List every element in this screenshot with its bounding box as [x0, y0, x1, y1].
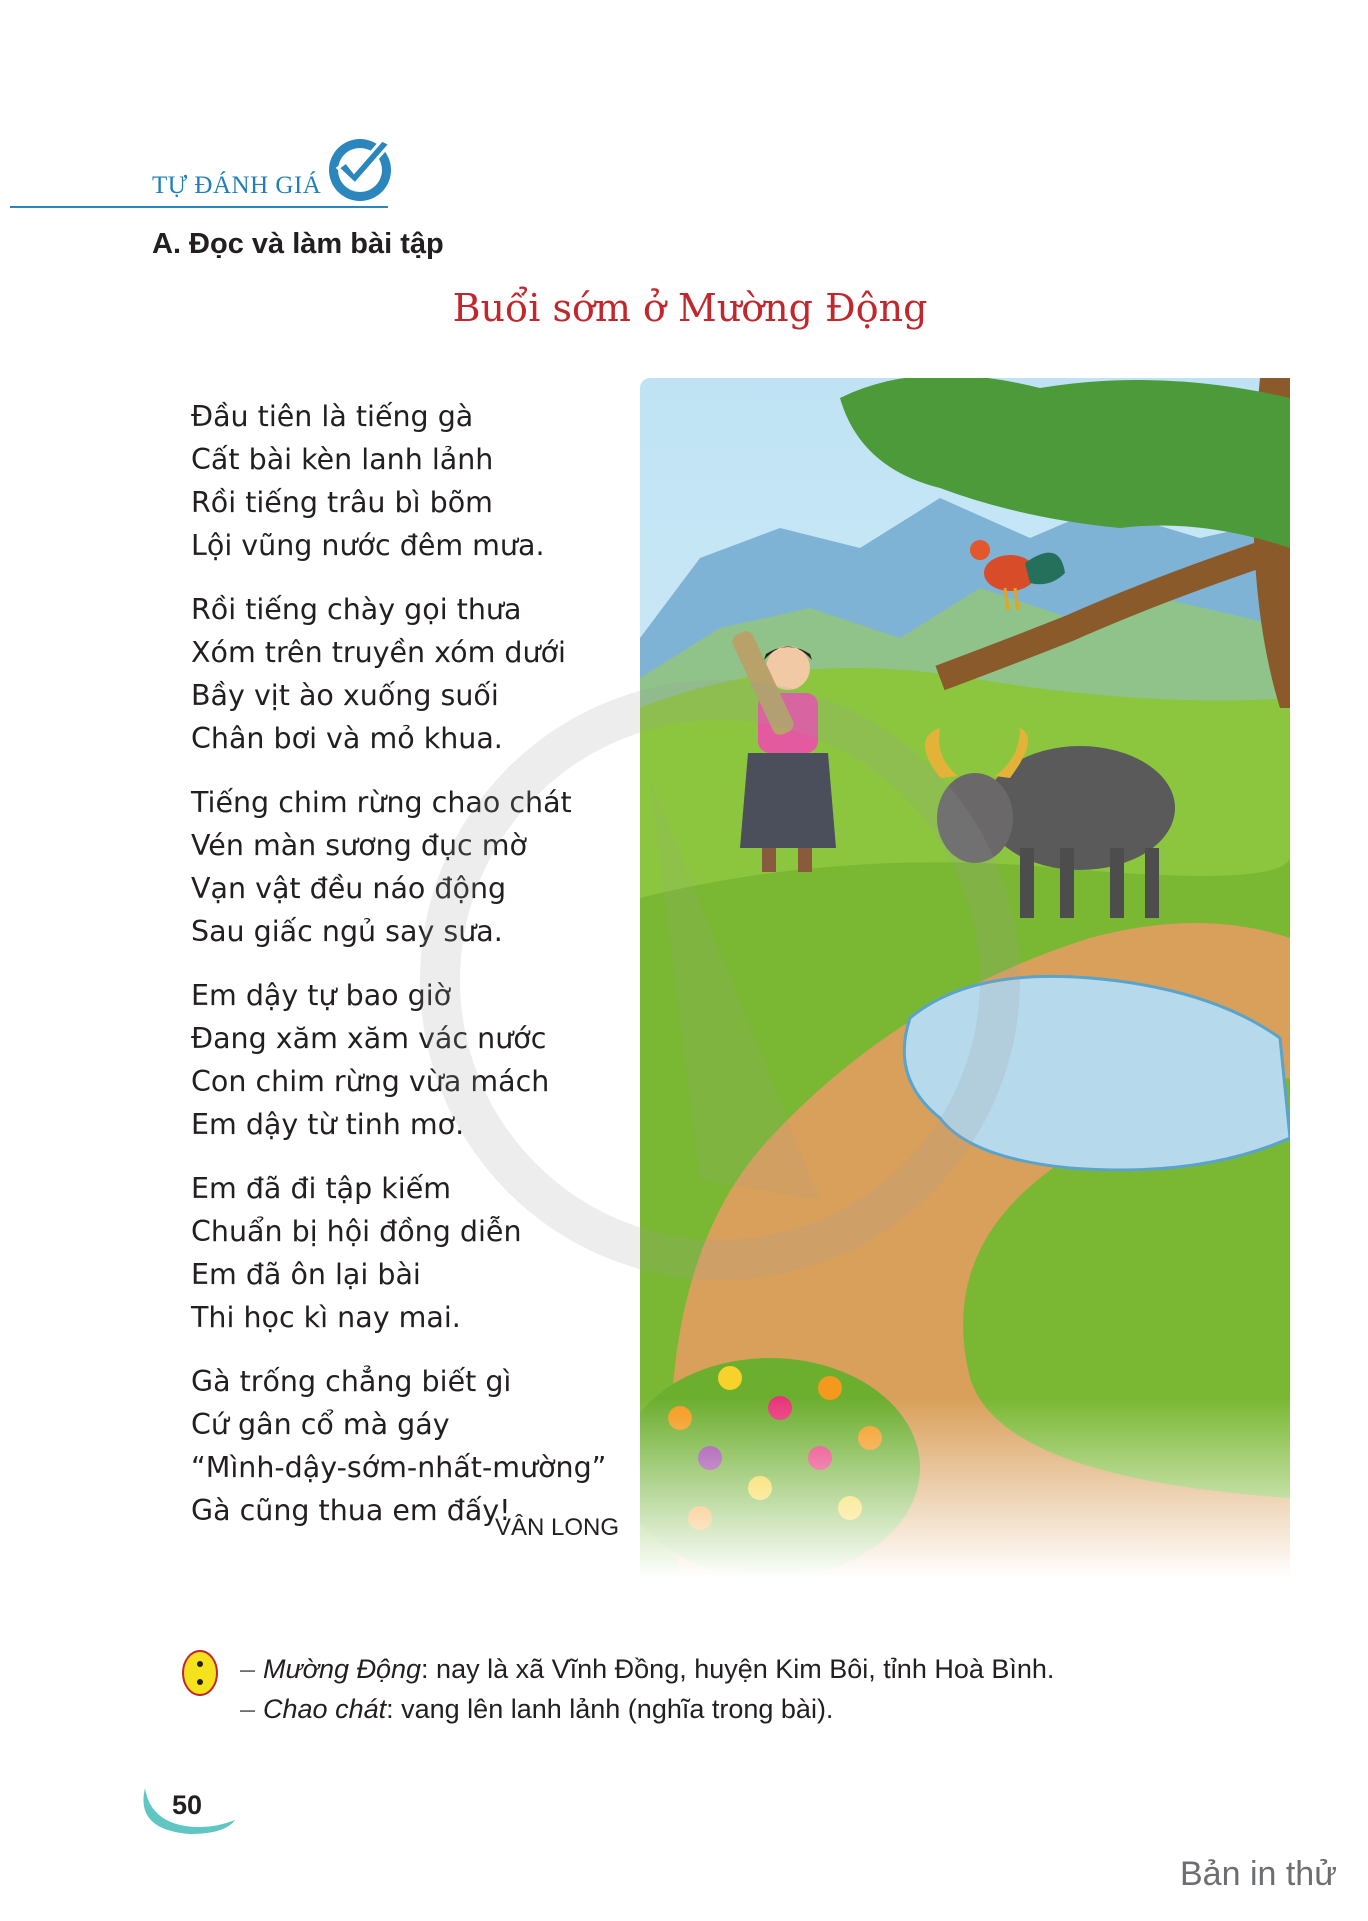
page-number-badge [140, 1780, 240, 1840]
info-dot-icon [180, 1648, 220, 1698]
stanza-6 [191, 1360, 651, 1532]
poem-line: Vén màn sương đục mờ [191, 829, 527, 862]
poem-line: Gà trống chẳng biết gì [191, 1365, 512, 1398]
stanza-5 [191, 1167, 651, 1339]
poem-line: Rồi tiếng trâu bì bõm [191, 486, 493, 519]
note-item [240, 1694, 833, 1725]
poem-line: “Mình-dậy-sớm-nhất-mường” [191, 1451, 607, 1484]
poem-line: Chân bơi và mỏ khua. [191, 722, 503, 755]
note-term: Chao chát [263, 1694, 387, 1724]
poem-line: Con chim rừng vừa mách [191, 1065, 550, 1098]
poem [191, 395, 651, 1553]
note-item [240, 1654, 1054, 1685]
poem-line: Em dậy tự bao giờ [191, 979, 452, 1012]
note-dash: – [240, 1694, 256, 1724]
poem-line: Sau giấc ngủ say sưa. [191, 915, 503, 948]
header-rule [10, 206, 388, 208]
poem-author: VÂN LONG [495, 1514, 620, 1541]
self-assessment-header [10, 130, 390, 210]
poem-line: Đang xăm xăm vác nước [191, 1022, 547, 1055]
village-morning-illustration [640, 378, 1290, 1578]
stanza-3 [191, 781, 651, 953]
draft-label: Bản in thử [1180, 1855, 1337, 1893]
section-title: A. Đọc và làm bài tập [152, 228, 444, 260]
note-definition: : nay là xã Vĩnh Đồng, huyện Kim Bôi, tỉnh Hoà Bình. [421, 1654, 1055, 1684]
poem-line: Em đã ôn lại bài [191, 1258, 421, 1291]
poem-line: Rồi tiếng chày gọi thưa [191, 593, 522, 626]
note-dash: – [240, 1654, 256, 1684]
poem-line: Cứ gân cổ mà gáy [191, 1408, 450, 1441]
poem-line: Tiếng chim rừng chao chát [191, 786, 572, 819]
note-definition: : vang lên lanh lảnh (nghĩa trong bài). [386, 1694, 834, 1724]
poem-line: Đầu tiên là tiếng gà [191, 400, 474, 433]
stanza-1 [191, 395, 651, 567]
note-term: Mường Động [263, 1654, 422, 1684]
poem-line: Bầy vịt ào xuống suối [191, 679, 499, 712]
stanza-4 [191, 974, 651, 1146]
poem-line: Thi học kì nay mai. [191, 1301, 461, 1334]
poem-line: Em dậy từ tinh mơ. [191, 1108, 465, 1141]
poem-line: Chuẩn bị hội đồng diễn [191, 1215, 522, 1248]
poem-line: Xóm trên truyền xóm dưới [191, 636, 566, 669]
stanza-2 [191, 588, 651, 760]
poem-line: Gà cũng thua em đấy! [191, 1494, 511, 1527]
poem-line: Vạn vật đều náo động [191, 872, 507, 905]
header-label: TỰ ĐÁNH GIÁ [152, 172, 322, 199]
page-number: 50 [172, 1790, 203, 1820]
checkmark-circle-icon [324, 134, 396, 206]
poem-line: Cất bài kèn lanh lảnh [191, 443, 494, 476]
poem-line: Em đã đi tập kiếm [191, 1172, 452, 1205]
poem-title: Buổi sớm ở Mường Động [452, 286, 928, 330]
poem-line: Lội vũng nước đêm mưa. [191, 529, 545, 562]
